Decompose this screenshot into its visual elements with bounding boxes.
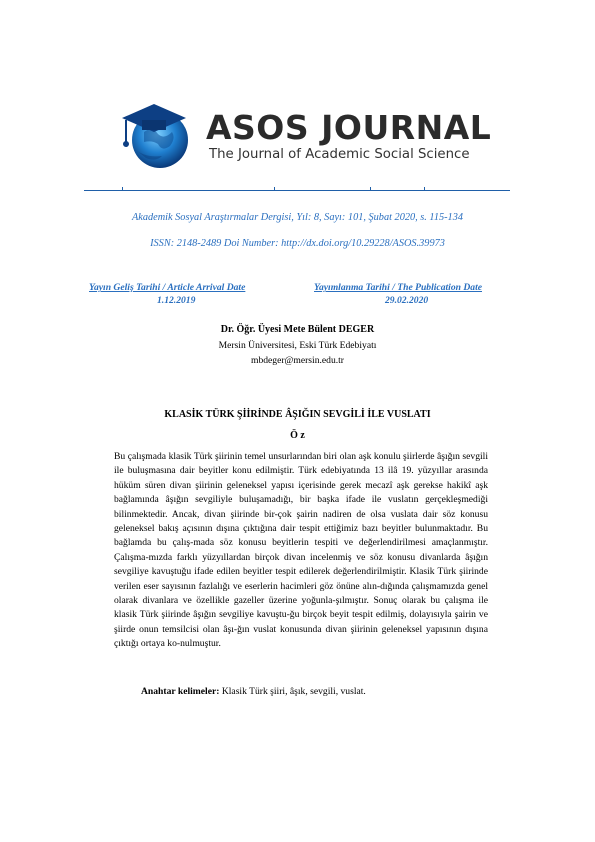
keywords-line [141,686,366,697]
header-divider [84,190,510,191]
journal-brand-title: ASOS JOURNAL [206,108,492,147]
keywords-list: Klasik Türk şiiri, âşık, sevgili, vuslat. [219,686,366,697]
article-title: KLASİK TÜRK ŞİİRİNDE ÂŞIĞIN SEVGİLİ İLE VUSLATI [164,409,431,420]
author-name: Dr. Öğr. Üyesi Mete Bülent DEGER [220,324,375,335]
arrival-date-value: 1.12.2019 [157,295,196,306]
graduation-cap-globe-icon [114,96,196,172]
abstract-text: Bu çalışmada klasik Türk şiirinin temel unsurlarından biri olan aşk konulu şiirlerde âşığın sevgili ile buluşmasına dair beyitler konu edilmiştir. Türk edebiyatında 13 ilâ 19. yüzyıllar arasında hüküm süren divan şiirinin geleneksel yapısı içerisinde gerek mecazî aşk gerekse hakikî aşk bağlamında âşığın sevgiliyle buluşamadığı, bir başka ifade ile vuslatın gerçekleşmediği bilinmektedir. Ancak, divan şiirinde bir-çok şairin nadiren de olsa vuslata dair söz konusu geleneksel bakış açısının dışına çıktığına dair tespit ettiğimiz bazı beyitler bulunmaktadır. Bu bağlamda bu çalış-mada söz konusu beyitlerin tespiti ve değerlendirilmesi amaçlanmıştır. Çalışma-mızda farklı yüzyıllardan birçok divan incelenmiş ve söz konusu divanlarda âşığın sevgiliye kavuştuğu ifade edilen beyitler tespit edilerek değerlendirilmiştir. Klasik Türk şiirinde verilen eser sayısının fazlalığı ve eserlerin hacimleri göz önüne alın-dığında çalışmamızda genel olarak divanlara ve özellikle gazeller üzerine yoğunla-şılmıştır. Sonuç olarak bu çalışma ile klasik Türk şiirinde âşığın sevgiliye kavuştu-ğu birçok beyit tespit edilmiş, dolayısıyla şairin ve şiirde onun temsilcisi olan âşı-ğın vuslat konusunda divan şiirinin geleneksel yapısının dışına çıktığı ortaya ko-nulmuştur. [114,451,488,650]
arrival-date-label[interactable]: Yayın Geliş Tarihi / Article Arrival Date [89,282,246,293]
abstract-heading: Ö z [290,430,305,441]
author-affiliation: Mersin Üniversitesi, Eski Türk Edebiyatı [218,340,377,351]
journal-logo [108,96,492,172]
journal-citation: Akademik Sosyal Araştırmalar Dergisi, Yıl: 8, Sayı: 101, Şubat 2020, s. 115-134 [131,212,463,223]
publication-date-value: 29.02.2020 [385,295,429,306]
issn-doi-line: ISSN: 2148-2489 Doi Number: http://dx.doi.org/10.29228/ASOS.39973 [150,238,445,249]
author-email[interactable]: mbdeger@mersin.edu.tr [250,355,345,366]
journal-brand-subtitle: The Journal of Academic Social Science [209,147,470,162]
keywords-label: Anahtar kelimeler: [141,686,220,697]
publication-date-label[interactable]: Yayımlanma Tarihi / The Publication Date [314,282,482,293]
